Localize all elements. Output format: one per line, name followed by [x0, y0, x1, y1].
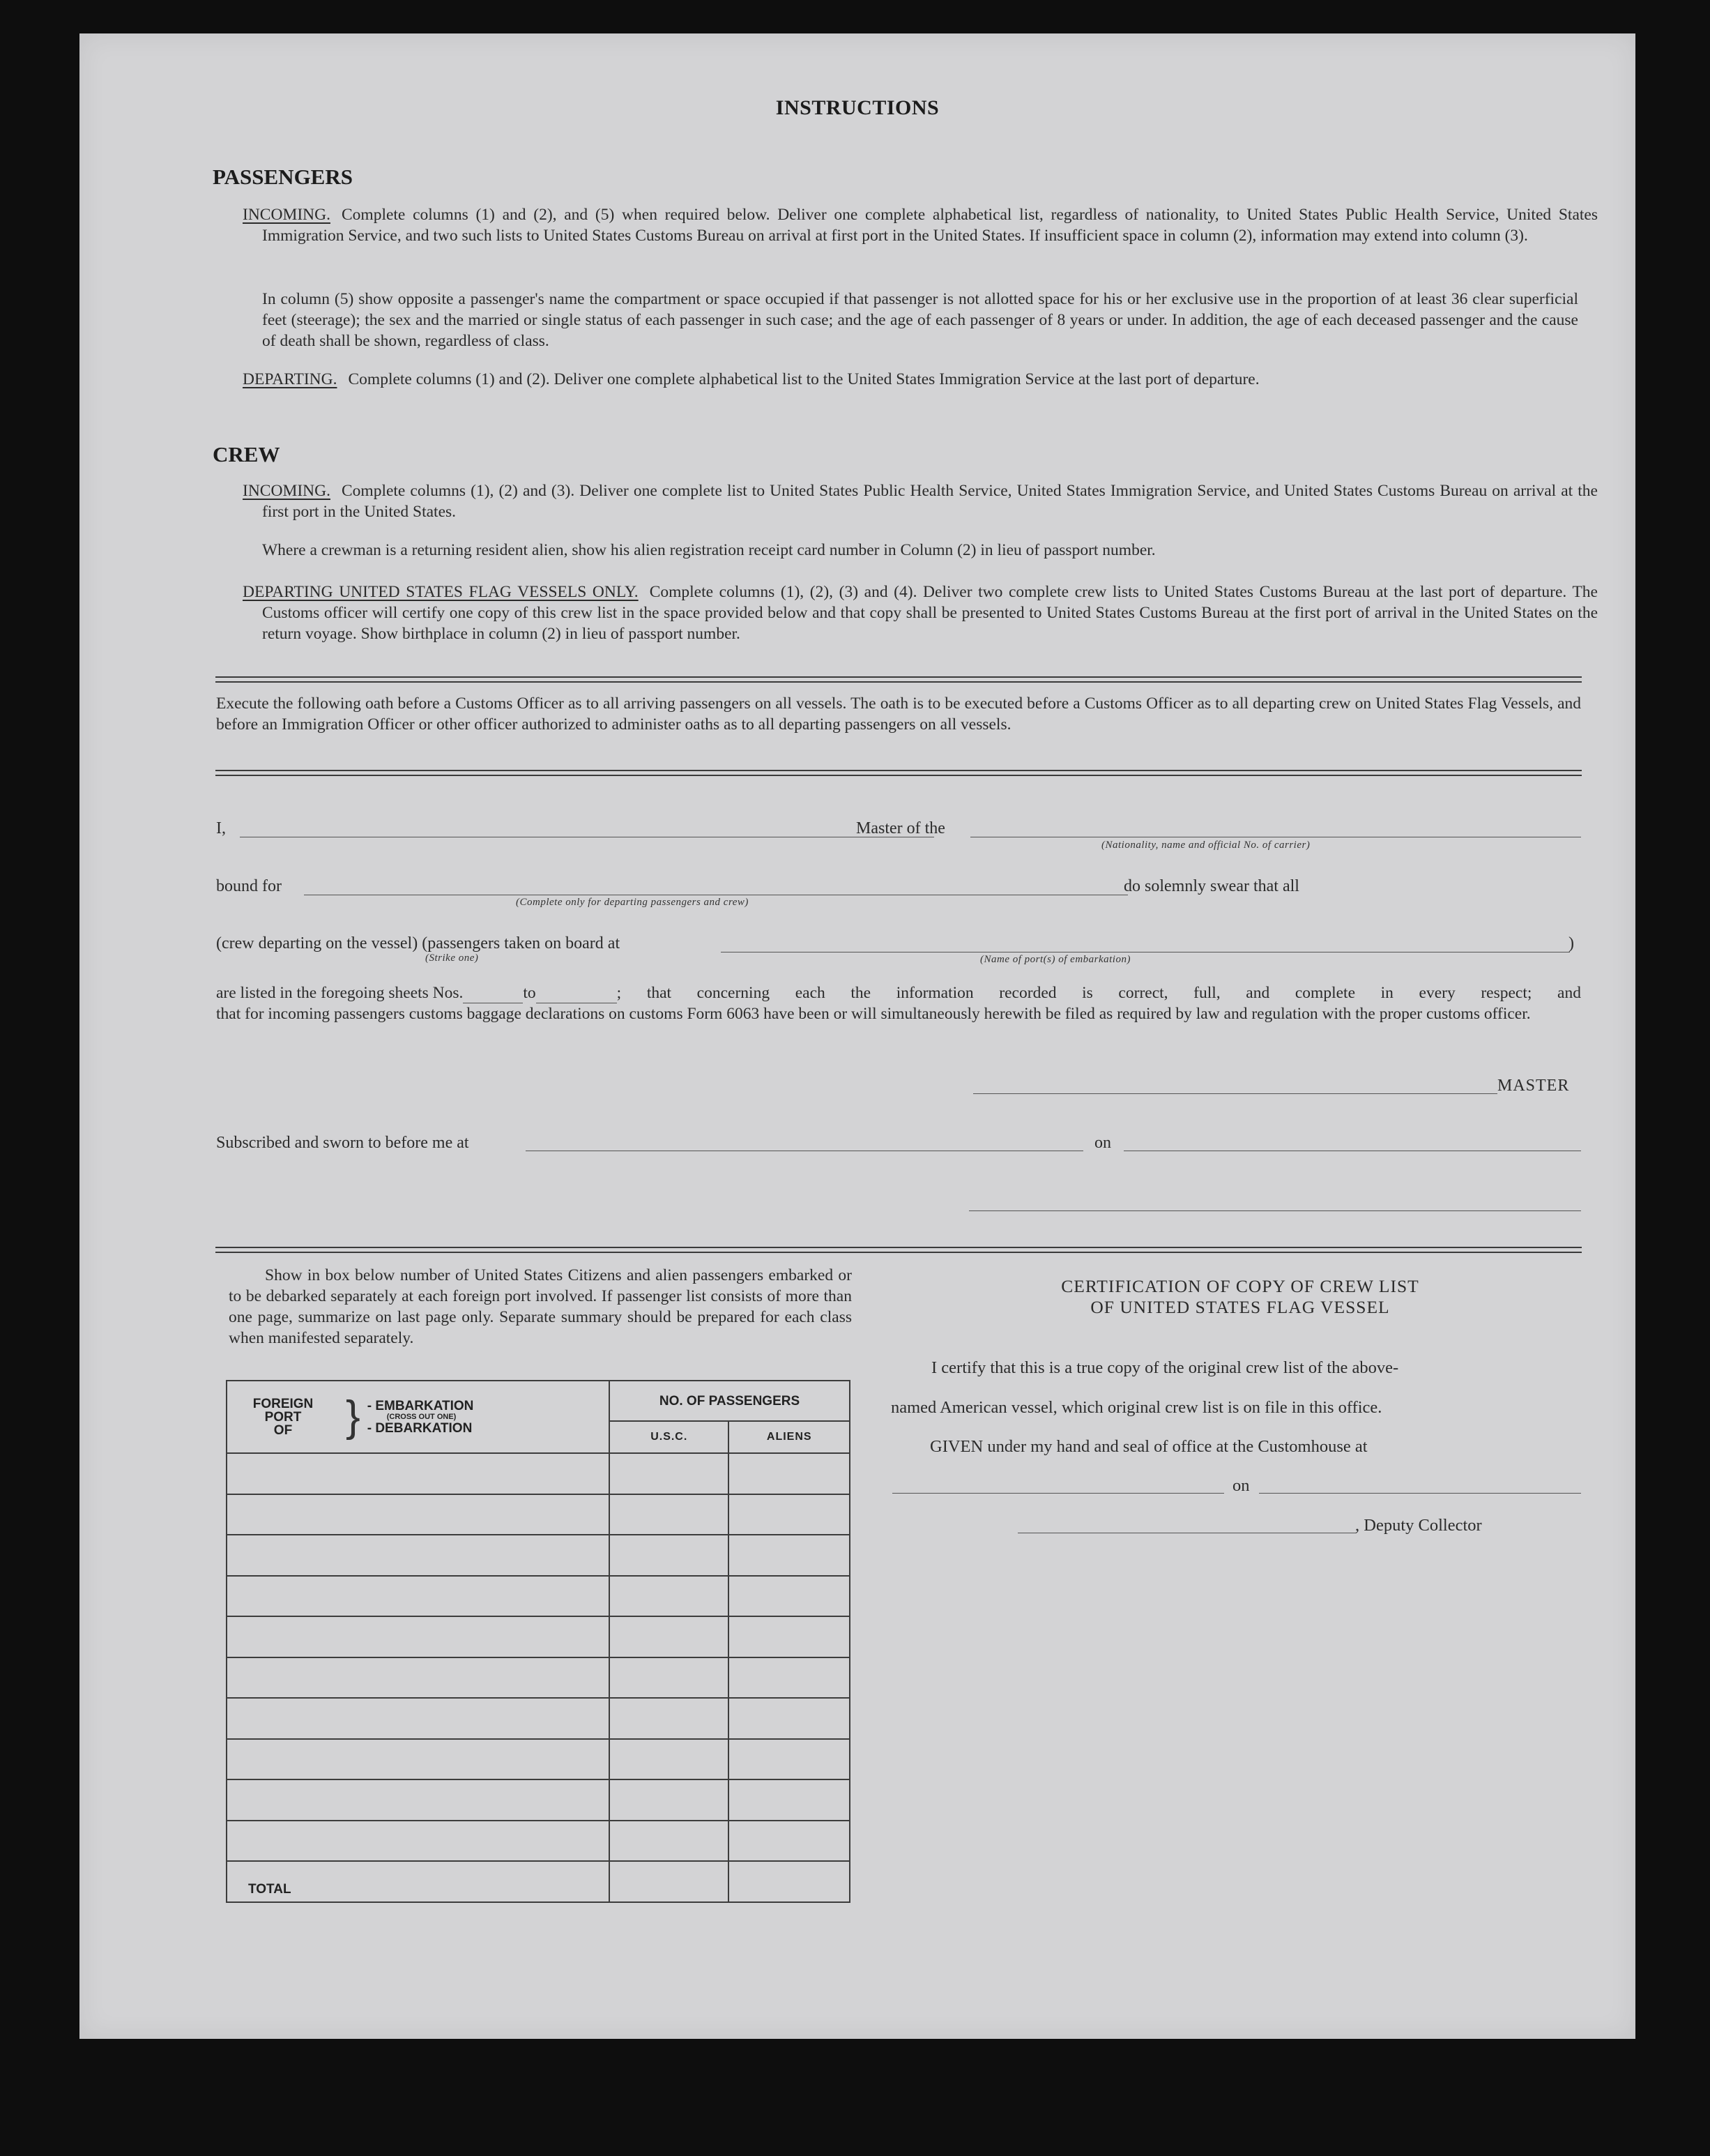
- port-cell[interactable]: [227, 1821, 609, 1862]
- customhouse-field[interactable]: [892, 1493, 1224, 1494]
- certification-line-3: GIVEN under my hand and seal of office at the Customhouse at: [930, 1437, 1368, 1456]
- swear-label: do solemnly swear that all: [1124, 877, 1299, 895]
- master-label: MASTER: [1497, 1077, 1570, 1095]
- aliens-cell[interactable]: [728, 1698, 850, 1739]
- certification-heading: [902, 1276, 1578, 1318]
- passengers-departing-text: Complete columns (1) and (2). Deliver one complete alphabetical list to the United States Immigration Service at the last port of departure.: [348, 370, 1260, 388]
- aliens-total-cell[interactable]: [728, 1861, 850, 1902]
- aliens-cell[interactable]: [728, 1616, 850, 1657]
- usc-cell[interactable]: [609, 1576, 728, 1617]
- usc-cell[interactable]: [609, 1779, 728, 1821]
- crew-departing-text: Complete columns (1), (2), (3) and (4). Deliver two complete crew lists to United States Customs Bureau at the last port of departure. The Customs officer will certify one copy of this crew list in the space provided below and that copy shall be presented to United States Customs Bureau at the first port of arrival in the United States on the return voyage. Show birthplace in column (2) in lieu of passport number.: [262, 583, 1598, 643]
- embarkation-debarkation: - EMBARKATION (CROSS OUT ONE) - DEBARKATION: [367, 1398, 474, 1436]
- deputy-collector-label: , Deputy Collector: [1355, 1516, 1482, 1535]
- crew-heading: CREW: [213, 442, 280, 466]
- no-passengers-header: NO. OF PASSENGERS: [609, 1381, 850, 1421]
- aliens-cell[interactable]: [728, 1494, 850, 1535]
- oath-intro-paragraph: Execute the following oath before a Customs Officer as to all arriving passengers on all vessels. The oath is to be executed before a Customs Officer as to all departing crew on United States Flag Vessels, and before an Immigration Officer or other officer authorized to administer oaths as to all departing passengers on all vessels.: [216, 694, 1581, 734]
- certification-line-2: named American vessel, which original crew list is on file in this office.: [891, 1398, 1382, 1417]
- port-header-cell: [227, 1381, 609, 1453]
- passengers-departing-paragraph: [243, 369, 1598, 390]
- form-page: [79, 33, 1635, 2039]
- close-paren: ): [1568, 934, 1574, 952]
- crew-passengers-label: (crew departing on the vessel) (passengers taken on board at: [216, 934, 620, 952]
- page-title: INSTRUCTIONS: [775, 96, 940, 119]
- port-cell[interactable]: [227, 1657, 609, 1699]
- usc-cell[interactable]: [609, 1453, 728, 1494]
- total-label: TOTAL: [248, 1881, 291, 1897]
- carrier-note: (Nationality, name and official No. of carrier): [1101, 840, 1311, 851]
- total-label-cell: [227, 1861, 609, 1902]
- bound-for-note: (Complete only for departing passengers and crew): [516, 897, 749, 908]
- sheet-to-field[interactable]: [536, 987, 617, 1003]
- strike-one-note: (Strike one): [425, 952, 479, 964]
- crew-resident-paragraph: Where a crewman is a returning resident alien, show his alien registration receipt card number in Column (2) in lieu of passport number.: [262, 541, 1156, 559]
- certification-heading-line-1: CERTIFICATION OF COPY OF CREW LIST: [1061, 1276, 1419, 1296]
- usc-total-cell[interactable]: [609, 1861, 728, 1902]
- usc-cell[interactable]: [609, 1698, 728, 1739]
- subscribed-label: Subscribed and sworn to before me at: [216, 1134, 469, 1152]
- listed-continuation: ; that concerning each the information recorded is correct, full, and complete in every respect; and: [616, 984, 1581, 1002]
- aliens-header: ALIENS: [728, 1421, 850, 1453]
- passengers-incoming-text: Complete columns (1) and (2), and (5) when required below. Deliver one complete alphabetical list, regardless of nationality, to United States Public Health Service, United States Immigration Service, and two such lists to United States Customs Bureau on arrival at first port in the United States. If insufficient space in column (2), information may extend into column (3).: [262, 206, 1598, 245]
- usc-cell[interactable]: [609, 1657, 728, 1699]
- certification-heading-line-2: OF UNITED STATES FLAG VESSEL: [1090, 1297, 1390, 1317]
- usc-cell[interactable]: [609, 1494, 728, 1535]
- listed-paragraph: [216, 982, 1581, 1024]
- port-cell[interactable]: [227, 1779, 609, 1821]
- port-cell[interactable]: [227, 1535, 609, 1576]
- passengers-incoming-lead: INCOMING.: [243, 206, 330, 224]
- listed-to-label: to: [523, 984, 536, 1002]
- passengers-heading: PASSENGERS: [213, 165, 353, 189]
- passengers-incoming-paragraph: [243, 204, 1598, 246]
- port-cell[interactable]: [227, 1739, 609, 1780]
- port-cell[interactable]: [227, 1576, 609, 1617]
- section-divider: [215, 1247, 1582, 1253]
- port-cell[interactable]: [227, 1494, 609, 1535]
- brace-icon: }: [346, 1392, 360, 1441]
- foreign-port-of: FOREIGN PORT OF: [252, 1396, 314, 1438]
- usc-cell[interactable]: [609, 1616, 728, 1657]
- sheet-from-field[interactable]: [463, 987, 523, 1003]
- oath-i-label: I,: [216, 819, 226, 837]
- port-note: (Name of port(s) of embarkation): [980, 954, 1131, 965]
- usc-cell[interactable]: [609, 1739, 728, 1780]
- officer-signature-field[interactable]: [969, 1210, 1581, 1211]
- passengers-column5-paragraph: In column (5) show opposite a passenger's name the compartment or space occupied if that passenger is not allotted space for his or her exclusive use in the proportion of at least 36 clear superficial feet (steerage); the sex and the married or single status of each passenger in such case; and the age of each passenger of 8 years or under. In addition, the age of each deceased passenger and the cause of death shall be shown, regardless of class.: [262, 290, 1578, 350]
- summary-note: Show in box below number of United States Citizens and alien passengers embarked or to be debarked separately at each foreign port involved. If passenger list consists of more than one page, summarize on last page only. Separate summary should be prepared for each class when manifested separately.: [229, 1266, 852, 1347]
- listed-rest: that for incoming passengers customs baggage declarations on customs Form 6063 have been or will simultaneously herewith be filed as required by law and regulation with the proper customs officer.: [216, 1005, 1531, 1023]
- crew-incoming-paragraph: [243, 480, 1598, 522]
- master-of-the-label: Master of the: [856, 819, 945, 837]
- aliens-cell[interactable]: [728, 1739, 850, 1780]
- passenger-summary-table: [226, 1380, 850, 1903]
- usc-header: U.S.C.: [609, 1421, 728, 1453]
- crew-incoming-text: Complete columns (1), (2) and (3). Deliver one complete list to United States Public Health Service, United States Immigration Service, and United States Customs Bureau on arrival at the first port in the United States.: [262, 482, 1598, 521]
- bound-for-label: bound for: [216, 877, 282, 895]
- crew-departing-lead: DEPARTING UNITED STATES FLAG VESSELS ONLY.: [243, 583, 639, 601]
- usc-cell[interactable]: [609, 1535, 728, 1576]
- section-divider: [215, 770, 1582, 776]
- certification-on-label: on: [1232, 1476, 1250, 1495]
- aliens-cell[interactable]: [728, 1657, 850, 1699]
- usc-cell[interactable]: [609, 1821, 728, 1862]
- crew-incoming-lead: INCOMING.: [243, 482, 330, 500]
- port-cell[interactable]: [227, 1698, 609, 1739]
- certification-date-field[interactable]: [1259, 1493, 1581, 1494]
- aliens-cell[interactable]: [728, 1821, 850, 1862]
- section-divider: [215, 676, 1582, 683]
- crew-departing-paragraph: [243, 582, 1598, 644]
- sworn-on-label: on: [1094, 1134, 1111, 1152]
- port-cell[interactable]: [227, 1616, 609, 1657]
- aliens-cell[interactable]: [728, 1779, 850, 1821]
- listed-label: are listed in the foregoing sheets Nos.: [216, 984, 464, 1002]
- master-signature-field[interactable]: [973, 1093, 1497, 1094]
- certification-line-1: I certify that this is a true copy of the original crew list of the above-: [931, 1358, 1399, 1377]
- port-cell[interactable]: [227, 1453, 609, 1494]
- aliens-cell[interactable]: [728, 1576, 850, 1617]
- passengers-departing-lead: DEPARTING.: [243, 370, 337, 388]
- aliens-cell[interactable]: [728, 1535, 850, 1576]
- aliens-cell[interactable]: [728, 1453, 850, 1494]
